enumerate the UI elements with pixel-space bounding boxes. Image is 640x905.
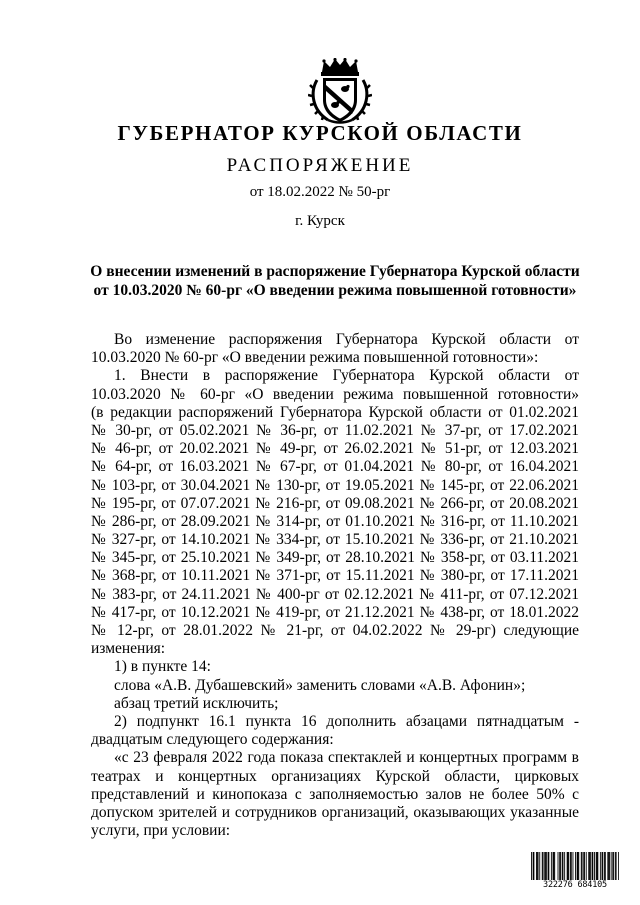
barcode-bar [607,852,608,882]
barcode-bar [562,852,563,882]
barcode-bar [592,852,593,882]
barcode-bar [615,852,616,882]
barcode-bar [589,852,590,882]
barcode-bar [609,852,610,882]
barcode-bar [613,852,614,882]
barcode-number: 322276 684105 [531,880,619,891]
body-line: двадцатым следующего содержания: [91,731,334,749]
governor-title: ГУБЕРНАТОР КУРСКОЙ ОБЛАСТИ [117,121,523,145]
body-line: 10.03.2020 № 60-рг «О введении режима повышенной готовности»: [91,349,539,367]
barcode-bar [533,852,534,882]
barcode-bar [578,852,579,882]
barcode-bar [560,852,561,882]
barcode-bar [575,852,576,882]
barcode-bar [568,852,569,882]
body-line: № 368-рг, от 10.11.2021 № 371-рг, от 15.11.2021 № 380-рг, от 17.11.2021 [91,567,579,585]
barcode-bar [573,852,574,882]
body-line: № 195-рг, от 07.07.2021 № 216-рг, от 09.08.2021 № 266-рг, от 20.08.2021 [91,494,579,512]
barcode-bar [548,852,549,882]
barcode-bar [583,852,584,882]
barcode-bar [582,852,583,882]
barcode-bar [586,852,587,882]
barcode-bar [567,852,568,882]
body-line: № 383-рг, от 24.11.2021 № 400-рг от 02.12.2021 № 411-рг, от 07.12.2021 [91,585,579,603]
barcode-bar [611,852,612,882]
barcode-bar [548,852,549,882]
barcode-bar [588,852,589,882]
barcode-bar [605,852,606,882]
barcode-bar [584,852,585,882]
body-line: допуском зрителей и сотрудников организаций, оказывающих указанные [91,803,579,821]
barcode-bar [544,852,545,882]
body-line: услуги, при условии: [91,822,231,840]
body-line: № 345-рг, от 25.10.2021 № 349-рг, от 28.10.2021 № 358-рг, от 03.11.2021 [91,549,579,567]
barcode-bar [571,852,572,882]
barcode-bar [536,852,537,882]
document-subject [85,262,585,300]
barcode-bar [618,852,619,882]
body-line: № 286-рг, от 28.09.2021 № 314-рг, от 01.10.2021 № 316-рг, от 11.10.2021 [91,512,579,530]
barcode-bar [597,852,598,882]
document-type: РАСПОРЯЖЕНИЕ [226,155,414,176]
body-line: № 417-рг, от 10.12.2021 № 419-рг, от 21.12.2021 № 438-рг, от 18.01.2022 [91,603,579,621]
body-line: № 12-рг, от 28.01.2022 № 21-рг, от 04.02.2022 № 29-рг) следующие [91,622,579,639]
barcode-bar [612,852,613,882]
barcode-bar [594,852,595,882]
barcode-bar [563,852,564,882]
body-line: представлений и кинопоказа с заполняемостью залов не более 50% с [91,785,579,803]
body-line: абзац третий исключить; [114,694,279,712]
subject-line: от 10.03.2020 № 60-рг «О введении режима повышенной готовности» [93,282,577,299]
body-line: «с 23 февраля 2022 года показа спектаклей и концертных программ в [114,749,579,767]
body-line: Во изменение распоряжения Губернатора Курской области от [114,331,579,348]
barcode-bar [577,852,578,882]
body-line: № 30-рг, от 05.02.2021 № 36-рг, от 11.02.2021 № 37-рг, от 17.02.2021 [91,421,579,439]
kursk-coat-of-arms-icon [308,58,372,126]
barcode-bar [546,852,547,882]
barcode-bar [531,852,532,882]
barcode-bar [581,852,582,882]
barcode-bar [539,852,540,882]
body-line: № 103-рг, от 30.04.2021 № 130-рг, от 19.05.2021 № 145-рг, от 22.06.2021 [91,476,579,494]
body-line: слова «А.В. Дубашевский» заменить словами «А.В. Афонин»; [114,676,526,694]
barcode-bar [604,852,605,882]
barcode-bar [533,852,534,882]
barcode-bar [590,852,591,882]
barcode-bar [553,852,554,882]
barcode-bar [602,852,603,882]
barcode-bar [602,852,603,882]
body-line: 1. Внести в распоряжение Губернатора Курской области от [114,367,579,385]
subject-line: О внесении изменений в распоряжение Губернатора Курской области [90,263,580,280]
barcode-bar [592,852,593,882]
body-line: 10.03.2020 № 60-рг «О введении режима повышенной готовности» [91,385,579,403]
body-line: № 46-рг, от 20.02.2021 № 49-рг, от 26.02.2021 № 51-рг, от 12.03.2021 [91,440,579,458]
barcode-bar [597,852,598,882]
document-date-number: от 18.02.2022 № 50-рг [249,184,391,200]
barcode-bar [570,852,571,882]
barcode-bar [537,852,538,882]
body-line: 2) подпункт 16.1 пункта 16 дополнить абзацами пятнадцатым - [114,712,579,730]
barcode-bar [564,852,565,882]
barcode-bar [554,852,555,882]
document-body [91,331,579,840]
body-line: (в редакции распоряжений Губернатора Курской области от 01.02.2021 [91,403,579,421]
barcode-bar [596,852,597,882]
barcode-bar [545,852,546,882]
barcode-bar [543,852,544,882]
body-line: 1) в пункте 14: [114,658,211,676]
barcode-bar [608,852,609,882]
barcode-bar [616,852,617,882]
barcode-bar [577,852,578,882]
barcode-bar [551,852,552,882]
body-line: театрах и концертных организациях Курской области, цирковых [91,767,579,785]
document-city: г. Курск [295,213,345,229]
barcode-bar [553,852,554,882]
barcode-bar [558,852,559,882]
barcode-bar [600,852,601,882]
body-line: № 327-рг, от 14.10.2021 № 334-рг, от 15.10.2021 № 336-рг, от 21.10.2021 [91,531,579,549]
barcode-bar [542,852,543,882]
barcode-bar [538,852,539,882]
body-line: изменения: [91,640,166,658]
barcode-bar [568,852,569,882]
body-line: № 64-рг, от 16.03.2021 № 67-рг, от 01.04.2021 № 80-рг, от 16.04.2021 [91,458,579,476]
barcode-bar [559,852,560,882]
